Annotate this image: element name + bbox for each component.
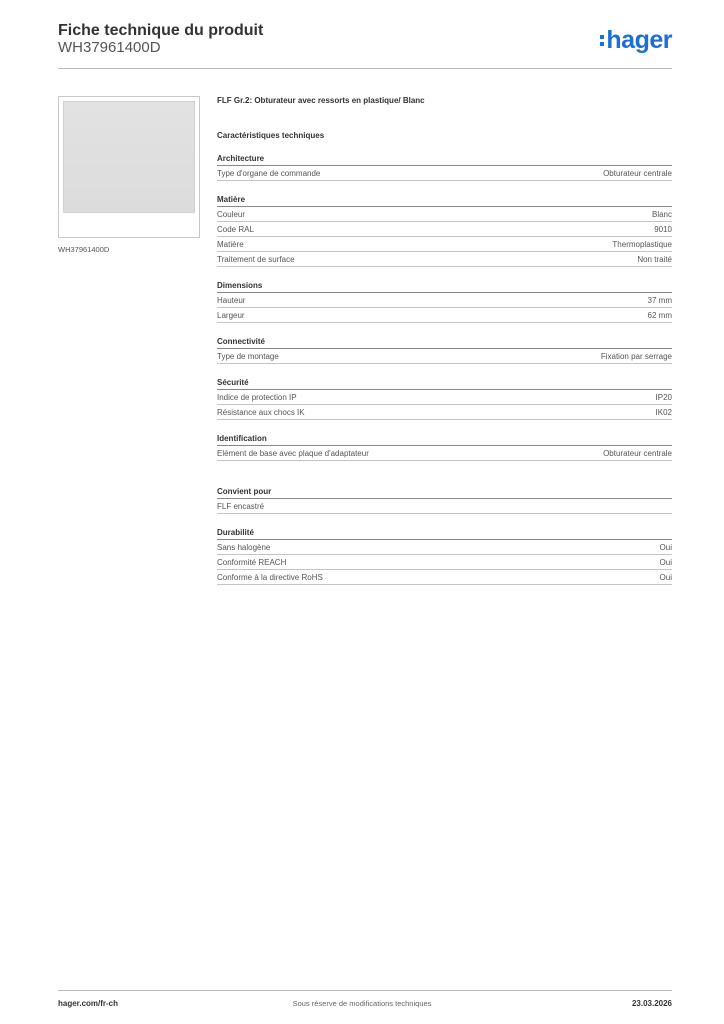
product-reference: WH37961400D — [58, 39, 161, 56]
page-title: Fiche technique du produit — [58, 22, 264, 39]
logo-text: hager — [606, 26, 672, 54]
spec-value: IK02 — [655, 408, 672, 417]
hager-logo — [600, 26, 672, 55]
spec-section — [217, 154, 672, 181]
spec-section — [217, 281, 672, 323]
footer-date: 23.03.2026 — [631, 999, 672, 1008]
spec-row — [217, 555, 672, 570]
spec-row — [217, 390, 672, 405]
spec-row — [217, 222, 672, 237]
spec-label: Traitement de surface — [217, 255, 295, 264]
spec-section-title: Dimensions — [217, 281, 672, 293]
spec-value: Obturateur centrale — [603, 449, 672, 458]
spec-row — [217, 252, 672, 267]
product-image-caption: WH37961400D — [58, 245, 110, 254]
spec-value: Thermoplastique — [612, 240, 672, 249]
spec-row — [217, 207, 672, 222]
footer-disclaimer: Sous réserve de modifications techniques — [292, 999, 432, 1008]
header-divider — [58, 68, 672, 69]
spec-row — [217, 349, 672, 364]
spec-value: Obturateur centrale — [603, 169, 672, 178]
spec-row — [217, 570, 672, 585]
spec-row — [217, 308, 672, 323]
spec-section-title: Sécurité — [217, 378, 672, 390]
spec-section-title: Architecture — [217, 154, 672, 166]
spec-label: Matière — [217, 240, 244, 249]
product-image-frame — [58, 96, 200, 238]
spec-label: Type de montage — [217, 352, 279, 361]
product-description: FLF Gr.2: Obturateur avec ressorts en plastique/ Blanc — [217, 96, 425, 105]
spec-section — [217, 528, 672, 585]
product-image — [63, 101, 195, 213]
spec-section — [217, 195, 672, 267]
spec-section-title: Matière — [217, 195, 672, 207]
spec-section — [217, 337, 672, 364]
spec-row — [217, 405, 672, 420]
footer-website-link[interactable]: hager.com/fr-ch — [58, 999, 119, 1008]
specs-heading: Caractéristiques techniques — [217, 131, 325, 140]
spec-value: 9010 — [654, 225, 672, 234]
spec-label: Code RAL — [217, 225, 254, 234]
spec-section — [217, 434, 672, 461]
spec-row — [217, 446, 672, 461]
spec-label: FLF encastré — [217, 502, 265, 511]
spec-label: Elément de base avec plaque d'adaptateur — [217, 449, 369, 458]
spec-label: Résistance aux chocs IK — [217, 408, 305, 417]
spec-label: Conforme à la directive RoHS — [217, 573, 323, 582]
spec-value: Oui — [659, 573, 672, 582]
spec-value: 62 mm — [647, 311, 672, 320]
spec-section-title: Convient pour — [217, 487, 672, 499]
spec-section-title: Connectivité — [217, 337, 672, 349]
spec-label: Indice de protection IP — [217, 393, 297, 402]
spec-value: Blanc — [651, 210, 672, 219]
spec-section — [217, 487, 672, 514]
spec-label: Largeur — [217, 311, 245, 320]
spec-row — [217, 293, 672, 308]
spec-row — [217, 499, 672, 514]
logo-colon-icon — [600, 34, 605, 48]
spec-label: Conformité REACH — [217, 558, 287, 567]
spec-value: 37 mm — [647, 296, 672, 305]
spec-sections — [217, 154, 672, 585]
spec-value: Non traité — [637, 255, 672, 264]
spec-label: Couleur — [217, 210, 246, 219]
spec-value: Oui — [659, 558, 672, 567]
spec-value: Oui — [659, 543, 672, 552]
spec-section-title: Durabilité — [217, 528, 672, 540]
spec-row — [217, 540, 672, 555]
spec-label: Type d'organe de commande — [217, 169, 321, 178]
spec-row — [217, 166, 672, 181]
footer-divider — [58, 990, 672, 991]
spec-label: Sans halogène — [217, 543, 271, 552]
spec-section — [217, 378, 672, 420]
spec-content — [217, 96, 672, 585]
spec-value: Fixation par serrage — [600, 352, 672, 361]
spec-value: IP20 — [655, 393, 672, 402]
spec-section-title: Identification — [217, 434, 672, 446]
spec-row — [217, 237, 672, 252]
spec-label: Hauteur — [217, 296, 246, 305]
